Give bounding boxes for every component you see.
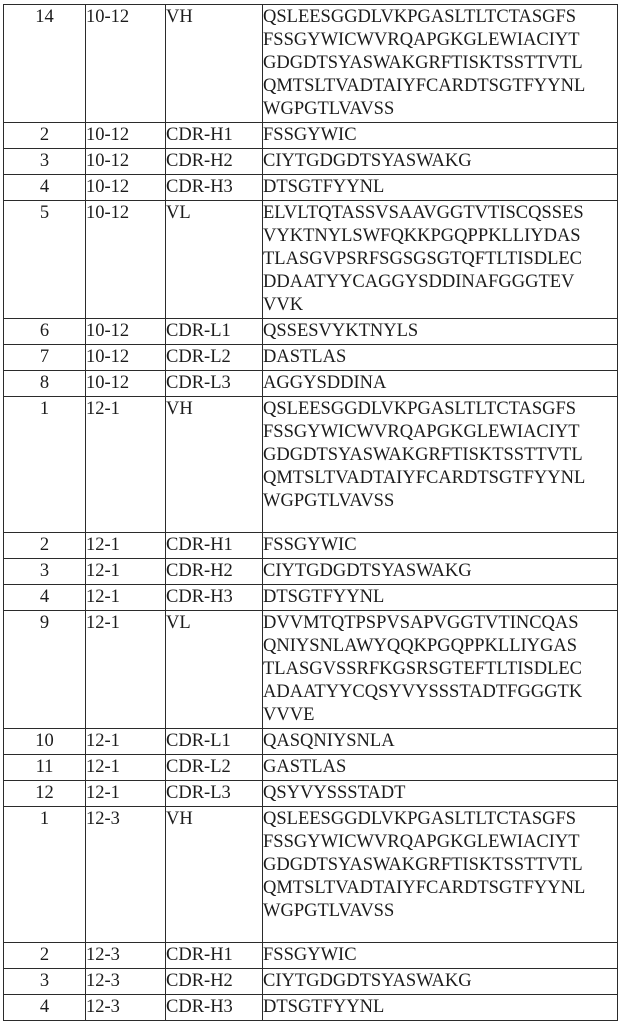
seq-id-number-cell: 5: [4, 201, 86, 319]
table-row: [4, 149, 618, 175]
table-row: [4, 345, 618, 371]
clone-id-cell: 12-3: [86, 995, 166, 1021]
amino-acid-sequence-cell: ELVLTQTASSVSAAVGGTVTISCQSSES VYKTNYLSWFQKKPGQPPKLLIYDAS TLASGVPSRFSGSGSGTQFTLTISDLEC DDAATYYCAGGYSDDINAFGGGTEV VVK: [263, 201, 618, 319]
table-row: [4, 397, 618, 533]
seq-id-number-cell: 1: [4, 397, 86, 533]
clone-id-cell: 12-3: [86, 969, 166, 995]
clone-id-cell: 12-1: [86, 611, 166, 729]
amino-acid-sequence-cell: QSLEESGGDLVKPGASLTLTCTASGFS FSSGYWICWVRQAPGKGLEWIACIYT GDGDTSYASWAKGRFTISKTSSTTVTL QMTSLTVADTAIYFCARDTSGTFYYNL WGPGTLVAVSS: [263, 397, 618, 533]
table-row: [4, 175, 618, 201]
seq-id-number-cell: 3: [4, 559, 86, 585]
clone-id-cell: 10-12: [86, 149, 166, 175]
clone-id-cell: 10-12: [86, 5, 166, 123]
seq-id-number-cell: 4: [4, 995, 86, 1021]
region-name-cell: CDR-L2: [166, 345, 263, 371]
seq-id-number-cell: 2: [4, 123, 86, 149]
seq-id-number-cell: 3: [4, 969, 86, 995]
amino-acid-sequence-cell: DASTLAS: [263, 345, 618, 371]
clone-id-cell: 10-12: [86, 319, 166, 345]
amino-acid-sequence-cell: FSSGYWIC: [263, 123, 618, 149]
table-row: [4, 123, 618, 149]
table-row: [4, 371, 618, 397]
table-row: [4, 969, 618, 995]
table-row: [4, 995, 618, 1021]
clone-id-cell: 10-12: [86, 371, 166, 397]
seq-id-number-cell: 7: [4, 345, 86, 371]
region-name-cell: VH: [166, 807, 263, 943]
region-name-cell: CDR-H3: [166, 995, 263, 1021]
amino-acid-sequence-cell: CIYTGDGDTSYASWAKG: [263, 149, 618, 175]
amino-acid-sequence-cell: DTSGTFYYNL: [263, 175, 618, 201]
region-name-cell: CDR-H3: [166, 585, 263, 611]
amino-acid-sequence-cell: QSYVYSSSTADT: [263, 781, 618, 807]
amino-acid-sequence-cell: QASQNIYSNLA: [263, 729, 618, 755]
table-row: [4, 319, 618, 345]
region-name-cell: VL: [166, 201, 263, 319]
seq-id-number-cell: 4: [4, 585, 86, 611]
region-name-cell: CDR-H2: [166, 559, 263, 585]
table-row: [4, 611, 618, 729]
seq-id-number-cell: 4: [4, 175, 86, 201]
amino-acid-sequence-cell: FSSGYWIC: [263, 943, 618, 969]
region-name-cell: CDR-H2: [166, 969, 263, 995]
amino-acid-sequence-cell: DTSGTFYYNL: [263, 585, 618, 611]
clone-id-cell: 12-3: [86, 943, 166, 969]
region-name-cell: CDR-L3: [166, 371, 263, 397]
seq-id-number-cell: 8: [4, 371, 86, 397]
table-row: [4, 559, 618, 585]
region-name-cell: CDR-H1: [166, 943, 263, 969]
region-name-cell: CDR-L1: [166, 729, 263, 755]
region-name-cell: CDR-H1: [166, 533, 263, 559]
table-row: [4, 5, 618, 123]
table-row: [4, 755, 618, 781]
region-name-cell: CDR-L2: [166, 755, 263, 781]
amino-acid-sequence-cell: DTSGTFYYNL: [263, 995, 618, 1021]
amino-acid-sequence-cell: AGGYSDDINA: [263, 371, 618, 397]
amino-acid-sequence-cell: GASTLAS: [263, 755, 618, 781]
clone-id-cell: 10-12: [86, 175, 166, 201]
region-name-cell: CDR-H2: [166, 149, 263, 175]
amino-acid-sequence-cell: CIYTGDGDTSYASWAKG: [263, 559, 618, 585]
amino-acid-sequence-cell: CIYTGDGDTSYASWAKG: [263, 969, 618, 995]
clone-id-cell: 12-3: [86, 807, 166, 943]
clone-id-cell: 12-1: [86, 729, 166, 755]
clone-id-cell: 12-1: [86, 533, 166, 559]
clone-id-cell: 10-12: [86, 201, 166, 319]
sequence-table-body: [4, 5, 618, 1021]
region-name-cell: CDR-L1: [166, 319, 263, 345]
seq-id-number-cell: 10: [4, 729, 86, 755]
region-name-cell: CDR-H3: [166, 175, 263, 201]
amino-acid-sequence-cell: DVVMTQTPSPVSAPVGGTVTINCQAS QNIYSNLAWYQQKPGQPPKLLIYGAS TLASGVSSRFKGSRSGTEFTLTISDLEC ADAATYYCQSYVYSSSTADTFGGGTK VVVE: [263, 611, 618, 729]
amino-acid-sequence-cell: QSSESVYKTNYLS: [263, 319, 618, 345]
seq-id-number-cell: 2: [4, 533, 86, 559]
table-row: [4, 729, 618, 755]
seq-id-number-cell: 2: [4, 943, 86, 969]
clone-id-cell: 12-1: [86, 755, 166, 781]
amino-acid-sequence-cell: FSSGYWIC: [263, 533, 618, 559]
table-row: [4, 807, 618, 943]
region-name-cell: CDR-L3: [166, 781, 263, 807]
seq-id-number-cell: 11: [4, 755, 86, 781]
table-row: [4, 781, 618, 807]
table-row: [4, 943, 618, 969]
table-row: [4, 585, 618, 611]
table-row: [4, 201, 618, 319]
clone-id-cell: 12-1: [86, 397, 166, 533]
seq-id-number-cell: 6: [4, 319, 86, 345]
region-name-cell: VH: [166, 5, 263, 123]
clone-id-cell: 12-1: [86, 781, 166, 807]
seq-id-number-cell: 9: [4, 611, 86, 729]
amino-acid-sequence-cell: QSLEESGGDLVKPGASLTLTCTASGFS FSSGYWICWVRQAPGKGLEWIACIYT GDGDTSYASWAKGRFTISKTSSTTVTL QMTSLTVADTAIYFCARDTSGTFYYNL WGPGTLVAVSS: [263, 5, 618, 123]
seq-id-number-cell: 3: [4, 149, 86, 175]
clone-id-cell: 10-12: [86, 345, 166, 371]
region-name-cell: VL: [166, 611, 263, 729]
seq-id-number-cell: 12: [4, 781, 86, 807]
clone-id-cell: 10-12: [86, 123, 166, 149]
region-name-cell: VH: [166, 397, 263, 533]
clone-id-cell: 12-1: [86, 559, 166, 585]
seq-id-number-cell: 1: [4, 807, 86, 943]
table-row: [4, 533, 618, 559]
region-name-cell: CDR-H1: [166, 123, 263, 149]
seq-id-number-cell: 14: [4, 5, 86, 123]
sequence-table: [3, 4, 618, 1021]
amino-acid-sequence-cell: QSLEESGGDLVKPGASLTLTCTASGFS FSSGYWICWVRQAPGKGLEWIACIYT GDGDTSYASWAKGRFTISKTSSTTVTL QMTSLTVADTAIYFCARDTSGTFYYNL WGPGTLVAVSS: [263, 807, 618, 943]
clone-id-cell: 12-1: [86, 585, 166, 611]
